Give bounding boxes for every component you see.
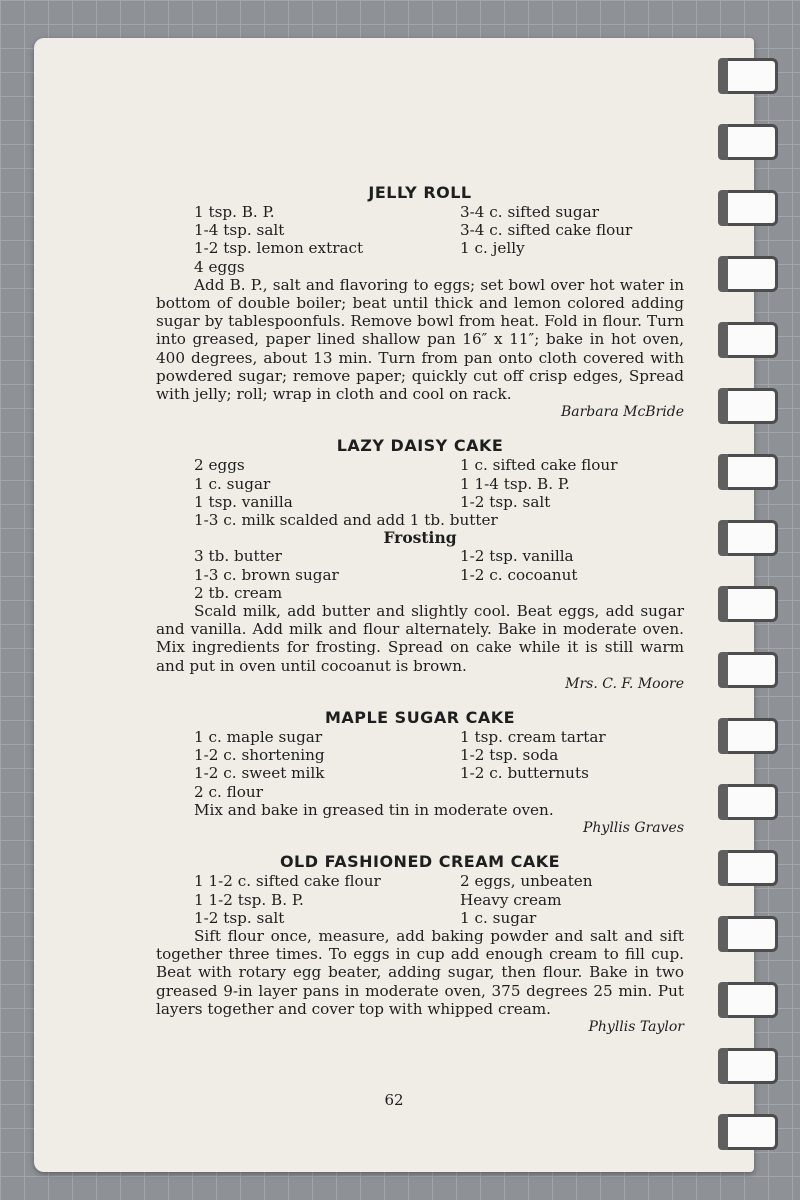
ingredient: 1 tsp. cream tartar [460, 728, 606, 747]
spiral-binding-ring [718, 652, 778, 688]
ingredient: 1-3 c. brown sugar [194, 565, 339, 584]
spiral-binding-ring [718, 784, 778, 820]
page-content [156, 183, 684, 1036]
ingredient: 1-4 tsp. salt [194, 221, 285, 240]
recipe-title: MAPLE SUGAR CAKE [324, 708, 516, 728]
ingredient: 1 c. maple sugar [194, 728, 323, 747]
ingredient [460, 584, 684, 602]
ingredient: 1 c. sugar [194, 474, 271, 493]
ingredient: 1-2 tsp. vanilla [460, 547, 574, 566]
page-number: 62 [384, 1091, 404, 1109]
frosting-ingredient-list [156, 547, 684, 602]
spiral-binding-ring [718, 454, 778, 490]
recipe-jelly-roll [156, 183, 684, 421]
ingredient: 3-4 c. sifted cake flour [460, 221, 633, 240]
spiral-binding-ring [718, 388, 778, 424]
spiral-binding-ring [718, 190, 778, 226]
spiral-binding-ring [718, 718, 778, 754]
ingredient: 1 1-2 c. sifted cake flour [194, 872, 381, 891]
ingredient: 1-2 tsp. salt [194, 908, 285, 927]
recipe-maple-sugar-cake [156, 708, 684, 837]
recipe-directions: Sift flour once, measure, add baking powder and salt and sift together three times. To eggs in cup add enough cream to fill cup. Beat with rotary egg beater, adding sugar, then flour. Bake in two greased 9-in layer pans in moderate oven, 375 degrees 25 min. Put layers together and cover top with whipped cream. [156, 926, 684, 1018]
recipe-old-fashioned-cream-cake [156, 852, 684, 1036]
ingredient-list [156, 728, 684, 801]
recipe-directions: Scald milk, add butter and slightly cool. Beat eggs, add sugar and vanilla. Add milk and flour alternately. Bake in moderate oven. Mix ingredients for frosting. Spread on cake while it is still warm and put in oven until cocoanut is brown. [156, 602, 684, 675]
spiral-binding-ring [718, 124, 778, 160]
ingredient: 2 eggs [194, 456, 245, 475]
ingredient: 3-4 c. sifted sugar [460, 203, 599, 221]
ingredient: 1 tsp. vanilla [194, 492, 293, 511]
recipe-author: Phyllis Taylor [588, 1018, 684, 1035]
recipe-title: JELLY ROLL [368, 183, 472, 202]
spiral-binding-ring [718, 586, 778, 622]
ingredient: 1-2 tsp. soda [460, 746, 559, 765]
recipe-directions: Mix and bake in greased tin in moderate oven. [194, 800, 554, 819]
spiral-binding-ring [718, 1114, 778, 1150]
spiral-binding-ring [718, 916, 778, 952]
ingredient: 1-2 c. shortening [194, 746, 325, 765]
spiral-binding-ring [718, 850, 778, 886]
ingredient: 2 tb. cream [194, 583, 283, 602]
ingredient: Heavy cream [460, 890, 562, 909]
ingredient: 1 1-4 tsp. B. P. [460, 474, 570, 493]
ingredient: 1 c. sugar [460, 908, 537, 927]
frosting-heading: Frosting [383, 528, 457, 548]
recipe-lazy-daisy-cake [156, 436, 684, 693]
spiral-binding-ring [718, 1048, 778, 1084]
spiral-binding-ring [718, 982, 778, 1018]
ingredient [460, 258, 684, 276]
ingredient: 1-2 c. cocoanut [460, 565, 578, 584]
ingredient: 2 eggs, unbeaten [460, 872, 593, 891]
ingredient: 1-2 c. butternuts [460, 764, 589, 783]
spiral-binding-ring [718, 322, 778, 358]
spiral-binding-ring [718, 58, 778, 94]
ingredient: 1-2 tsp. lemon extract [194, 239, 364, 258]
ingredient: 3 tb. butter [194, 547, 282, 566]
ingredient: 1-2 tsp. salt [460, 492, 551, 511]
recipe-author: Mrs. C. F. Moore [565, 675, 684, 692]
ingredient: 1 tsp. B. P. [194, 203, 275, 221]
ingredient [460, 783, 684, 801]
ingredient: 1 c. jelly [460, 239, 525, 258]
ingredient-list [156, 456, 684, 511]
ingredient-list [156, 203, 684, 276]
recipe-author: Barbara McBride [560, 404, 684, 421]
ingredient: 1-2 c. sweet milk [194, 764, 325, 783]
ingredient: 1 1-2 tsp. B. P. [194, 890, 304, 909]
recipe-author: Phyllis Graves [582, 820, 684, 837]
recipe-title: LAZY DAISY CAKE [336, 436, 504, 456]
spiral-binding-ring [718, 256, 778, 292]
spiral-binding-ring [718, 520, 778, 556]
recipe-title: OLD FASHIONED CREAM CAKE [279, 852, 561, 872]
ingredient: 1 c. sifted cake flour [460, 456, 618, 475]
cookbook-page [34, 38, 754, 1172]
ingredient: 4 eggs [194, 257, 245, 276]
ingredient: 2 c. flour [194, 782, 263, 801]
ingredient: 1-3 c. milk scalded and add 1 tb. butter [194, 511, 498, 530]
recipe-directions: Add B. P., salt and flavoring to eggs; set bowl over hot water in bottom of double boiler; beat until thick and lemon colored adding sugar by tablespoonfuls. Remove bowl from heat. Fold in flour. Turn into greased, paper lined shallow pan 16″ x 11″; bake in hot oven, 400 degrees, about 13 min. Turn from pan onto cloth covered with powdered sugar; remove paper; quickly cut off crisp edges, Spread with jelly; roll; wrap in cloth and cool on rack. [156, 275, 684, 404]
ingredient-list [156, 872, 684, 927]
